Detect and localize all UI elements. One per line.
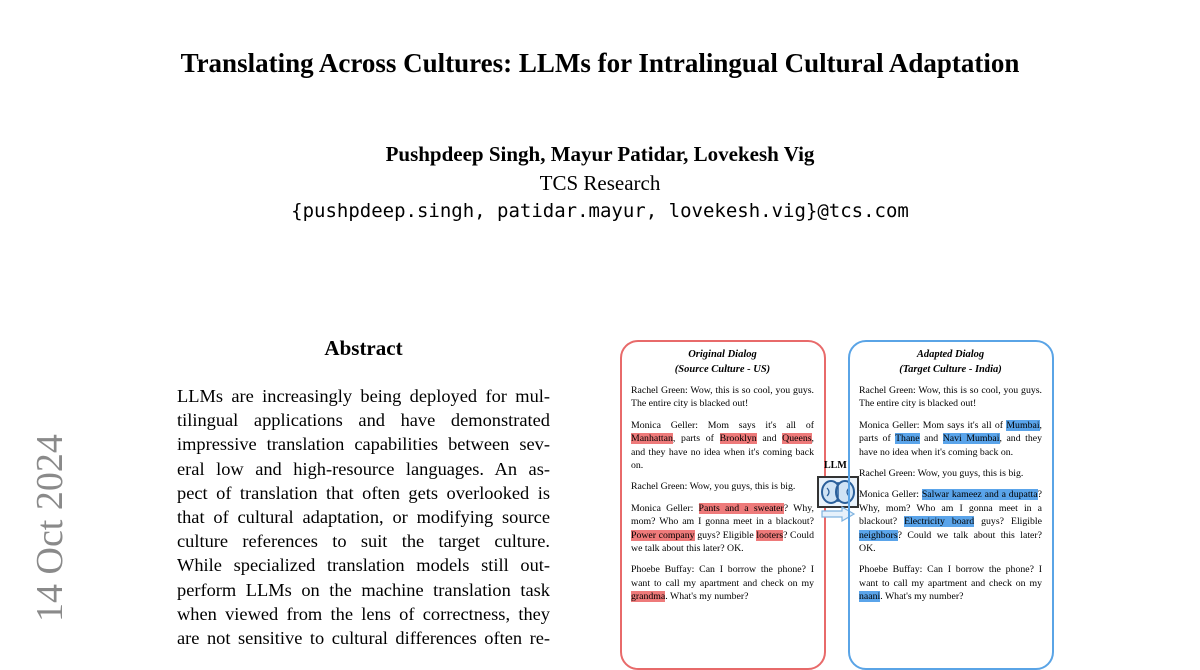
adapted-reference-highlight: Thane [895,433,920,445]
llm-label: LLM [824,460,847,471]
dialog-utterance: Rachel Green: Wow, this is so cool, you guys. The entire city is blacked out! [631,385,814,410]
culture-reference-highlight: Pants and a sweater [698,502,784,514]
abstract-line: pect of translation that often gets overlooked is [177,482,550,503]
adapted-reference-highlight: Mumbai [1006,419,1040,431]
dialog-utterance: Phoebe Buffay: Can I borrow the phone? I want to call my apartment and check on my grandma. What's my number? [631,564,814,603]
abstract-line: While specialized translation models still out- [177,555,550,576]
culture-reference-highlight: Brooklyn [719,433,757,445]
abstract-line: are not sensitive to cultural differences often re- [177,627,550,648]
culture-reference-highlight: Manhattan [631,433,673,445]
paper-title: Translating Across Cultures: LLMs for Intralingual Cultural Adaptation [180,48,1020,78]
dialog-utterance: Rachel Green: Wow, this is so cool, you guys. The entire city is blacked out! [859,385,1042,410]
dialog-utterance: Monica Geller: Pants and a sweater? Why, mom? Who am I gonna meet in a blackout? Power company guys? Eligible looters? Could we talk about this later? OK. [631,502,814,555]
source-dialog-panel [620,340,826,670]
side-date-text: 14 Oct 2024 [29,434,71,622]
arxiv-side-stamp [30,422,70,622]
adapted-reference-highlight: Navi Mumbai [942,433,1000,445]
culture-reference-highlight: looters [756,529,784,541]
dialog-utterance: Monica Geller: Salwar kameez and a dupatta? Why, mom? Who am I gonna meet in a blackout? Electricity board guys? Eligible neighbors? Could we talk about this later? OK. [859,489,1042,555]
adapted-reference-highlight: neighbors [859,529,898,541]
abstract-line: eral low and high-resource languages. An as- [177,458,550,479]
adapted-reference-highlight: naani [859,591,881,603]
adapted-reference-highlight: Salwar kameez and a dupatta [921,489,1038,501]
author-list: Pushpdeep Singh, Mayur Patidar, Lovekesh Vig [385,142,815,166]
abstract-line: perform LLMs on the machine translation task [177,579,550,600]
abstract-line: tilingual applications and have demonstrated [177,410,550,431]
culture-reference-highlight: Power company [631,529,695,541]
source-panel-title: Original Dialog [688,349,757,360]
source-panel-subtitle: (Source Culture - US) [674,363,771,375]
abstract-body [177,384,550,650]
affiliation: TCS Research [539,171,661,195]
abstract-line: LLMs are increasingly being deployed for mul- [177,386,550,406]
abstract-line: that of cultural adaptation, or modifying source [177,506,550,527]
target-dialog-panel [848,340,1054,670]
dialog-utterance: Monica Geller: Mom says it's all of Manhattan, parts of Brooklyn and Queens, and they have no idea when it's coming back on. [631,419,814,472]
target-panel-subtitle: (Target Culture - India) [899,363,1002,375]
author-emails: {pushpdeep.singh, patidar.mayur, lovekesh.vig}@tcs.com [291,200,909,222]
culture-reference-highlight: Queens [782,433,812,445]
abstract-line: culture references to suit the target culture. [177,531,550,552]
dialog-utterance: Phoebe Buffay: Can I borrow the phone? I want to call my apartment and check on my naani. What's my number? [859,564,1042,603]
culture-reference-highlight: grandma [631,591,666,603]
abstract-line: impressive translation capabilities between sev- [177,434,550,455]
dialog-utterance: Rachel Green: Wow, you guys, this is big. [631,481,796,493]
dialog-utterance: Rachel Green: Wow, you guys, this is big. [859,468,1024,480]
dialog-utterance: Monica Geller: Mom says it's all of Mumbai, parts of Thane and Navi Mumbai, and they have no idea when it's coming back on. [859,419,1042,458]
abstract-heading: Abstract [324,336,403,360]
target-panel-title: Adapted Dialog [916,349,985,360]
abstract-line: when viewed from the lens of correctness, they [177,603,550,624]
adapted-reference-highlight: Electricity board [904,516,975,528]
